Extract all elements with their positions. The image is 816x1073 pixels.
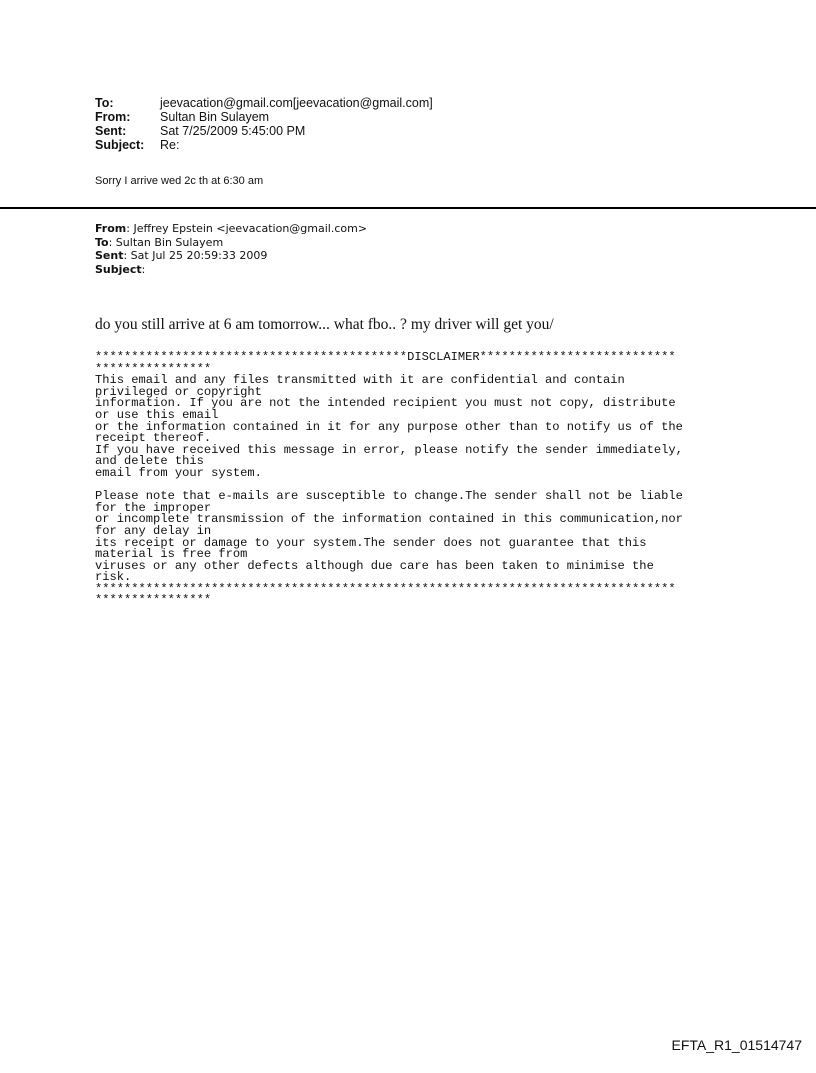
- quoted-message-text: do you still arrive at 6 am tomorrow... what fbo.. ? my driver will get you/: [95, 316, 554, 333]
- quoted-subject-row: [95, 263, 367, 277]
- disclaimer-line: Please note that e-mails are susceptible to change.The sender shall not be liable: [95, 489, 683, 504]
- disclaimer-line: material is free from: [95, 547, 248, 562]
- disclaimer-line: viruses or any other defects although due care has been taken to minimise the: [95, 558, 654, 573]
- quoted-header: [95, 222, 367, 276]
- disclaimer-text: [95, 352, 683, 607]
- quoted-to-row: [95, 236, 367, 250]
- disclaimer-line: information. If you are not the intended recipient you must not copy, distribute: [95, 396, 676, 411]
- quoted-sent-value: : Sat Jul 25 20:59:33 2009: [123, 249, 268, 262]
- disclaimer-line: or the information contained in it for any purpose other than to notify us of the: [95, 419, 683, 434]
- disclaimer-line: privileged or copyright: [95, 384, 262, 399]
- disclaimer-line: ****************: [95, 593, 212, 608]
- disclaimer-line: and delete this: [95, 454, 204, 469]
- disclaimer-line: receipt thereof.: [95, 431, 212, 446]
- disclaimer-line: its receipt or damage to your system.The sender does not guarantee that this: [95, 535, 647, 550]
- disclaimer-line: risk.: [95, 570, 132, 585]
- quoted-to-value: : Sultan Bin Sulayem: [108, 235, 224, 249]
- reply-body-text: Sorry I arrive wed 2c th at 6:30 am: [95, 175, 264, 187]
- disclaimer-line: ****************: [95, 361, 212, 376]
- header-from-row: [95, 110, 433, 124]
- disclaimer-line: ********************************************************************************: [95, 581, 676, 596]
- header-to-value: jeevacation@gmail.com[jeevacation@gmail.com]: [160, 96, 433, 110]
- quoted-subject-label: Subject: [95, 262, 142, 276]
- quoted-from-label: From: [95, 222, 127, 235]
- header-to-label: To:: [95, 96, 114, 110]
- header-sent-row: [95, 124, 433, 138]
- header-subject-label: Subject:: [95, 138, 145, 152]
- header-sent-value: Sat 7/25/2009 5:45:00 PM: [160, 124, 306, 138]
- quoted-from-value: : Jeffrey Epstein <jeevacation@gmail.com>: [126, 222, 368, 235]
- disclaimer-line: or incomplete transmission of the information contained in this communication,nor: [95, 512, 683, 527]
- disclaimer-line: email from your system.: [95, 465, 262, 480]
- quoted-subject-value: :: [141, 262, 146, 276]
- quoted-to-label: To: [95, 235, 109, 249]
- quoted-sent-row: [95, 249, 367, 263]
- quoted-sent-label: Sent: [95, 249, 124, 262]
- document-id: EFTA_R1_01514747: [671, 1037, 802, 1053]
- header-subject-row: [95, 138, 433, 152]
- header-from-label: From:: [95, 110, 131, 124]
- message-divider: [0, 207, 816, 209]
- disclaimer-line: If you have received this message in error, please notify the sender immediately,: [95, 442, 683, 457]
- header-to-row: [95, 96, 433, 110]
- header-subject-value: Re:: [160, 138, 180, 152]
- header-sent-label: Sent:: [95, 124, 127, 138]
- disclaimer-line: *******************************************DISCLAIMER***************************: [95, 350, 676, 364]
- header-from-value: Sultan Bin Sulayem: [160, 110, 270, 124]
- disclaimer-line: or use this email: [95, 407, 219, 422]
- disclaimer-line: for the improper: [95, 500, 212, 515]
- disclaimer-line: for any delay in: [95, 523, 212, 538]
- email-header: [95, 96, 433, 152]
- quoted-from-row: [95, 222, 367, 236]
- disclaimer-line: This email and any files transmitted with it are confidential and contain: [95, 373, 625, 388]
